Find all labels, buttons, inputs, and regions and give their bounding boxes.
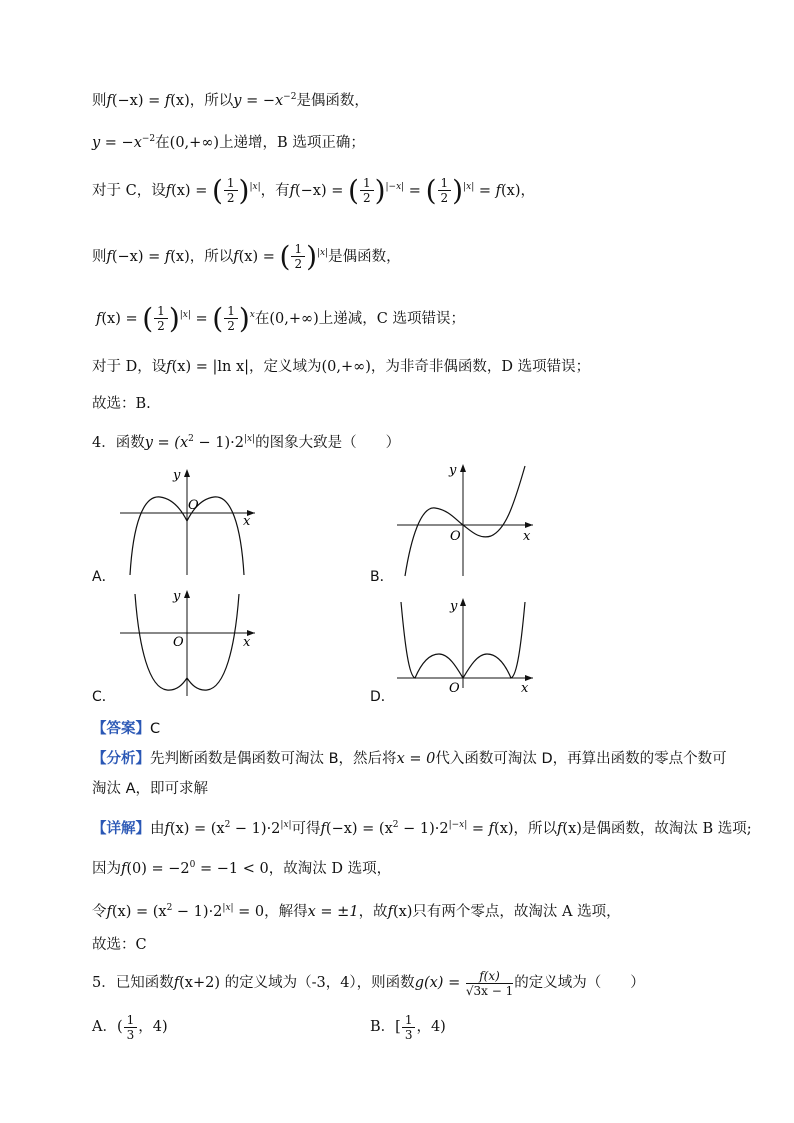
axis-y-label: y bbox=[449, 463, 457, 478]
text-line-1: 则f(−x) = f(x)，所以$y = -x^{-2}$是偶函数， bbox=[92, 92, 369, 109]
text-line-3: 对于 C，设f(x) = ( $\frac{1}{2}$ )$^{|x|}$，有f(−x) = ( $\frac{1}{2}$ )$^{|-x|}$ = ( $\frac{1}{2}$ )$^{|x|}$ = f(x)， bbox=[92, 173, 535, 207]
text-line-2: $y = -x^{-2}$在(0,+∞)上递增，B 选项正确； bbox=[92, 134, 365, 151]
option-b-label: B． bbox=[370, 569, 394, 585]
answer-line: 【答案】C bbox=[92, 721, 161, 737]
option-a-label: A． bbox=[92, 569, 116, 585]
graph-option-c bbox=[115, 588, 265, 698]
axis-x-label: x bbox=[523, 529, 531, 544]
analysis-line-1: 【分析】先判断函数是偶函数可淘汰 B，然后将x = 0代入函数可淘汰 D，再算出函数的零点个数可 bbox=[92, 751, 727, 767]
axis-x-label: x bbox=[521, 681, 529, 696]
text-line-7: 故选：B. bbox=[92, 396, 151, 412]
q5-option-a: A．( $\frac{1}{3}$ ，4) bbox=[92, 1012, 168, 1042]
detail-line-3: 令$f(x) = (x^2 - 1)\cdot 2^{|x|} = 0$，解得x = ±1，故f(x)只有两个零点，故淘汰 A 选项， bbox=[92, 903, 621, 920]
axis-y-label: y bbox=[173, 468, 181, 483]
question-4: 4．函数$y = (x^2 - 1)\cdot 2^{|x|}$的图象大致是（ ） bbox=[92, 434, 401, 451]
q5-option-b: B．[ $\frac{1}{3}$ ，4) bbox=[370, 1012, 446, 1042]
detail-line-2: 因为$f(0) = -2^0 = -1 < 0$，故淘汰 D 选项， bbox=[92, 860, 392, 877]
text-line-5: f(x) = ( $\frac{1}{2}$ )$^{|x|}$ = ( $\frac{1}{2}$ )$^x$在(0,+∞)上递减，C 选项错误； bbox=[96, 301, 465, 335]
analysis-tag: 【分析】 bbox=[92, 751, 150, 767]
detail-tag: 【详解】 bbox=[92, 820, 150, 837]
graph-option-d bbox=[393, 596, 543, 696]
origin-label: O bbox=[450, 529, 461, 544]
graph-option-a bbox=[115, 465, 265, 580]
axis-x-label: x bbox=[243, 635, 251, 650]
axis-y-label: y bbox=[450, 599, 458, 614]
analysis-line-2: 淘汰 A，即可求解 bbox=[92, 781, 209, 797]
text-line-6: 对于 D，设f(x) = |ln x|，定义域为(0,+∞)，为非奇非偶函数，D 选项错误； bbox=[92, 359, 591, 375]
origin-label: O bbox=[449, 681, 460, 696]
origin-label: O bbox=[188, 498, 199, 513]
question-5: 5．已知函数f(x+2) 的定义域为（-3，4），则函数g(x) = $\frac{f(x)}{√3x - 1}$ 的定义域为（ ） bbox=[92, 968, 645, 998]
option-d-label: D． bbox=[370, 689, 395, 705]
answer-tag: 【答案】 bbox=[92, 721, 150, 737]
graph-option-b bbox=[393, 458, 543, 580]
axis-y-label: y bbox=[173, 589, 181, 604]
text-line-4: 则f(−x) = f(x)，所以f(x) = ( $\frac{1}{2}$ )$^{|x|}$是偶函数， bbox=[92, 239, 401, 273]
detail-line-1: 【详解】由$f(x) = (x^2 - 1)\cdot 2^{|x|}$可得$f(-x) = (x^2 - 1)\cdot 2^{|-x|} = f(x)$，所以f(x)是偶函数，故淘汰 B 选项; bbox=[92, 820, 752, 837]
detail-line-4: 故选：C bbox=[92, 937, 147, 953]
option-c-label: C． bbox=[92, 689, 116, 705]
origin-label: O bbox=[173, 635, 184, 650]
axis-x-label: x bbox=[243, 514, 251, 529]
